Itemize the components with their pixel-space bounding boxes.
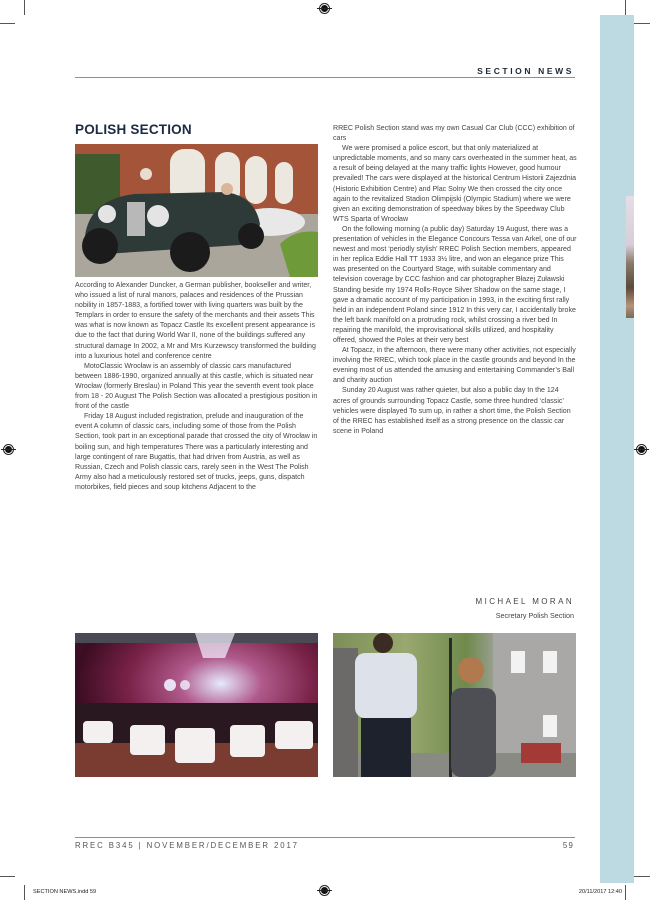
man-head [373, 633, 393, 653]
paragraph: On the following morning (a public day) Saturday 19 August, there was a presentation of vehicles in the Elegance Concours Tessa van Arkel, one of our newest and most ‘periodly stylish’ RREC Polish Section members, appeared in her replica Eddie Hall TT 1933 3½ litre, and won an elegance prize This was presented on the Courtyard Stage, with suitable commentary and television coverage by CCC fashion and car photographer Błazej Zuławski Standing beside my 1974 Rolls-Royce Silver Shadow on the same stage, I gave a dramatic account of my participation in 1993, in the exciting first rally held in an independent Poland since 1912 In this very car, I accidentally broke the left bank manifold on a protruding rock, whilst crossing a river bed In repairing the manifold, the improvisational skills utilized, and hospitality offered, showed the Poles at their very best [333, 225, 577, 344]
table-cloth [230, 725, 265, 757]
side-color-tab [600, 15, 634, 883]
paragraph: We were promised a police escort, but that only materialized at unpredictable moments, and so many cars overheated in the summer heat, as a result of being delayed at the many traffic lights However, good humour prevailed! The cars were displayed at the historical Centrum Historii Zajezdnia (Historic Exhibition Centre) and Plac Solny We then crossed the city once again to the revitalized Stadion Olimpijski (Olympic Stadium) where we were given an exciting demonstration of speedway bikes by the Speedway Club WTS Sparta of Wrocław [333, 145, 577, 223]
table-cloth [175, 728, 215, 763]
aviator-helmet [458, 657, 484, 683]
spotlight [164, 679, 176, 691]
paragraph: MotoClassic Wrocław is an assembly of classic cars manufactured between 1886-1990, organized annually at this castle, which is situated near Wrocław (formerly Breslau) in Poland This year the seventh event took place from 18 - 20 August The Polish Section was allocated a prestigious position in front of the castle [75, 362, 318, 411]
paragraph: Sunday 20 August was rather quieter, but also a public day In the 124 acres of grounds surrounding Topacz Castle, some three hundred ‘classic’ vehicles were displayed To sum up, in rather a short time, the Polish Section of the RREC has established itself as a strong presence on the classic car scene in Poland [333, 387, 571, 435]
publication-info: RREC B345 | NOVEMBER/DECEMBER 2017 [75, 841, 299, 850]
headlamp [147, 205, 169, 227]
wheel [170, 232, 210, 272]
arched-window [245, 156, 267, 204]
article-column-left [75, 281, 319, 493]
wheel [238, 223, 264, 249]
section-label: SECTION NEWS [477, 66, 574, 76]
article-title: POLISH SECTION [75, 122, 192, 137]
registration-mark-right-icon [636, 444, 647, 455]
stage-light [195, 633, 235, 658]
window [511, 651, 525, 673]
man-white-shirt [355, 653, 417, 718]
bleed-photo-sliver [626, 196, 634, 318]
crop-mark-bottom-right-h [634, 876, 650, 877]
spotlight [180, 680, 190, 690]
paragraph: Friday 18 August included registration, prelude and inauguration of the event A column of classic cars, including some of those from the Polish Section, took part in an exceptional parade that crossed the city of Wrocław in boiling sun, and high temperatures There was a particularly interesting and large contingent of rare Bugattis, that had driven from Austria, as well as Russian, Czech and Polish classic cars, rarely seen in the West The Polish Army also had a meticulously restored set of trucks, jeeps, guns, dispatch motorbikes, field pieces and soup kitchens Adjacent to the [75, 413, 318, 491]
footer-rule [75, 837, 575, 838]
paragraph: At Topacz, in the afternoon, there were many other activities, not especially involving the RREC, which took place in the castle grounds and beyond In the evening most of us attended the amusing and entertaining Commander’s Ball and charity auction [333, 347, 576, 385]
photo-award-presentation-illustration [333, 633, 576, 777]
man-in-suit [333, 648, 358, 777]
crop-mark-top-right-h [634, 23, 650, 24]
table-cloth [130, 725, 165, 755]
woman-aviator-suit [451, 688, 496, 777]
author-name: MICHAEL MORAN [475, 597, 574, 606]
photo-award-presentation [333, 633, 576, 777]
table-cloth [83, 721, 113, 743]
crop-mark-top-left-v [24, 0, 25, 15]
slug-timestamp: 20/11/2017 12:40 [578, 889, 622, 895]
author-role: Secretary Polish Section [495, 611, 574, 620]
photo-gala-dinner-illustration [75, 633, 318, 777]
paragraph: According to Alexander Duncker, a German publisher, bookseller and writer, who issued a list of rural manors, palaces and residences of the Prussian nobility in 1857-1883, a fortified tower with living quarters was built by the Templars in order to ensure the safety of the merchants and their assets This was what is now known as Topacz Castle Its excellent present appearance is due to the fact that during World War II, none of the buildings suffered any structural damage In 2002, a Mr and Mrs Kurzewscy transformed the building into a luxurious hotel and conference centre [75, 282, 316, 360]
crop-mark-bottom-right-v [625, 885, 626, 900]
table-cloth [275, 721, 313, 749]
crop-mark-bottom-left-v [24, 885, 25, 900]
driver [221, 183, 233, 195]
crop-mark-top-right-v [625, 0, 626, 15]
article-column-right [333, 124, 577, 437]
passenger-hat [140, 168, 152, 180]
man-trousers [361, 718, 411, 777]
registration-mark-bottom-icon [319, 885, 330, 896]
headlamp [98, 205, 116, 223]
arched-window [275, 162, 293, 204]
header-rule [75, 77, 575, 78]
crop-mark-top-left-h [0, 23, 15, 24]
crop-mark-bottom-left-h [0, 876, 15, 877]
window [543, 715, 557, 737]
red-car [521, 743, 561, 763]
building-facade [493, 633, 576, 753]
registration-mark-top-icon [319, 3, 330, 14]
wheel [82, 228, 118, 264]
slug-filename: SECTION NEWS.indd 59 [33, 889, 97, 895]
window [543, 651, 557, 673]
photo-classic-car [75, 144, 318, 277]
page-number: 59 [562, 841, 574, 850]
registration-mark-left-icon [3, 444, 14, 455]
chrome-grille [127, 202, 145, 236]
photo-gala-dinner [75, 633, 318, 777]
photo-classic-car-illustration [75, 144, 318, 277]
paragraph: RREC Polish Section stand was my own Casual Car Club (CCC) exhibition of cars [333, 125, 575, 143]
